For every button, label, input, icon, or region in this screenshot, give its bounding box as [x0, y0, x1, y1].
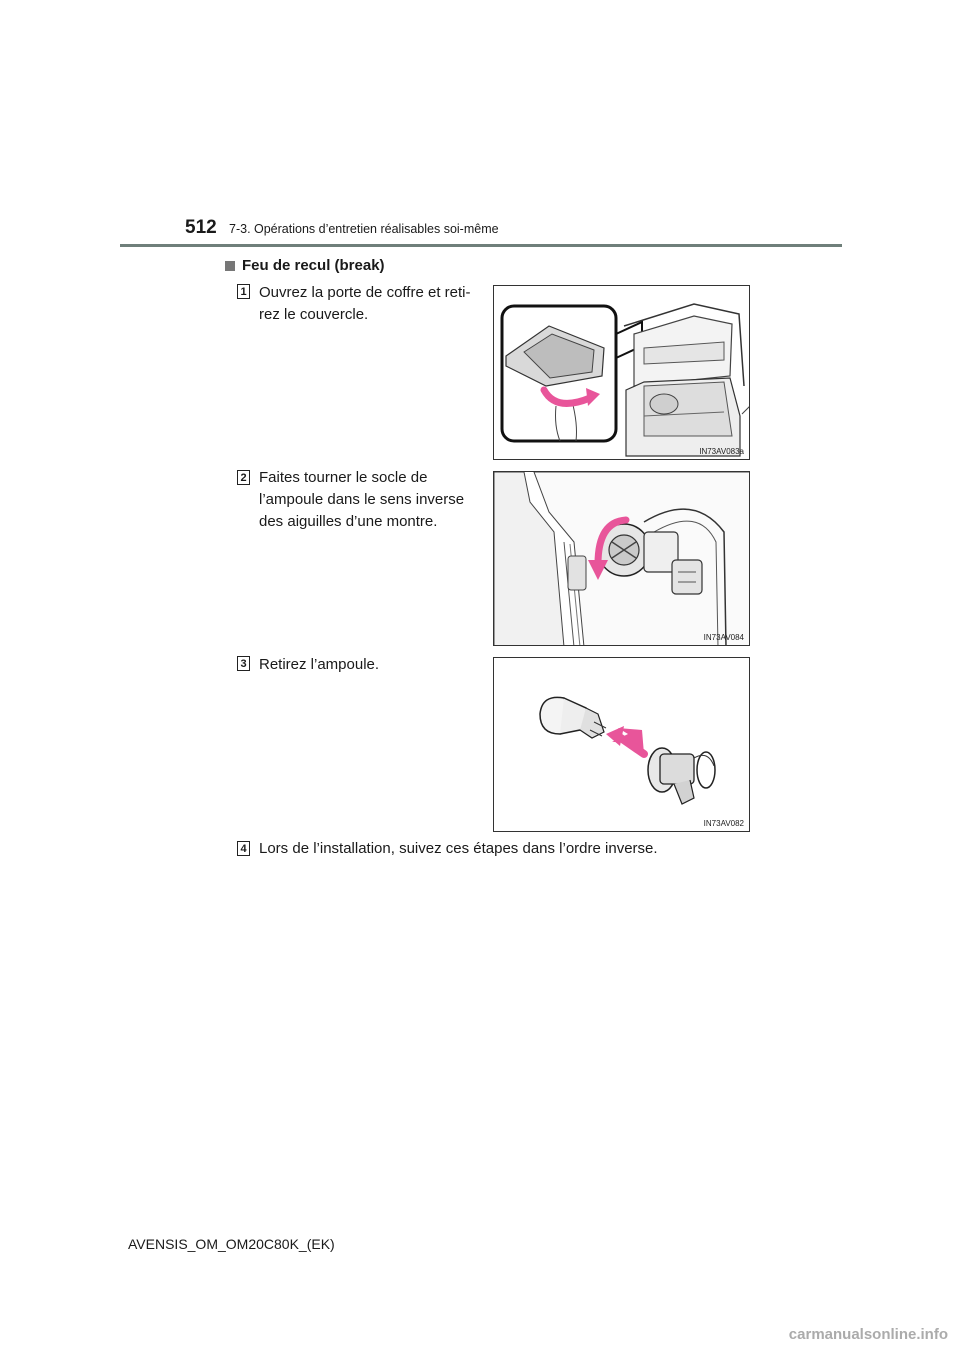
step-1-line-2: rez le couvercle. — [259, 306, 369, 323]
bulb-socket-illustration — [494, 472, 750, 646]
section-title-text: Feu de recul (break) — [242, 257, 385, 274]
header-rule — [120, 244, 842, 247]
step-1-figure — [493, 285, 750, 460]
step-1-text — [259, 282, 471, 326]
step-2-line-1: Faites tourner le socle de — [259, 469, 428, 486]
step-2-line-2: l’ampoule dans le sens inverse — [259, 491, 465, 508]
step-3-text: Retirez l’ampoule. — [259, 656, 380, 673]
step-number-badge: 4 — [237, 841, 250, 856]
step-4-text: Lors de l’installation, suivez ces étapes dans l’ordre inverse. — [259, 840, 658, 857]
step-2-line-3: des aiguilles d’une montre. — [259, 513, 438, 530]
step-number-badge: 1 — [237, 284, 250, 299]
figure-code: IN73AV083a — [699, 447, 744, 456]
step-2-text — [259, 467, 477, 533]
footer-doc-code: AVENSIS_OM_OM20C80K_(EK) — [128, 1236, 335, 1252]
step-3-figure — [493, 657, 750, 832]
figure-code: IN73AV082 — [703, 819, 744, 828]
step-number-badge: 2 — [237, 470, 250, 485]
remove-bulb-illustration — [494, 658, 750, 832]
running-head: 7-3. Opérations d’entretien réalisables soi-même — [229, 222, 499, 236]
section-title — [225, 257, 385, 274]
figure-code: IN73AV084 — [703, 633, 744, 642]
step-1-line-1: Ouvrez la porte de coffre et reti- — [259, 284, 471, 301]
page-number: 512 — [185, 217, 217, 238]
step-number-badge: 3 — [237, 656, 250, 671]
open-tailgate-illustration — [494, 286, 750, 460]
step-2-figure — [493, 471, 750, 646]
square-bullet-icon — [225, 261, 235, 271]
watermark: carmanualsonline.info — [788, 1326, 948, 1343]
